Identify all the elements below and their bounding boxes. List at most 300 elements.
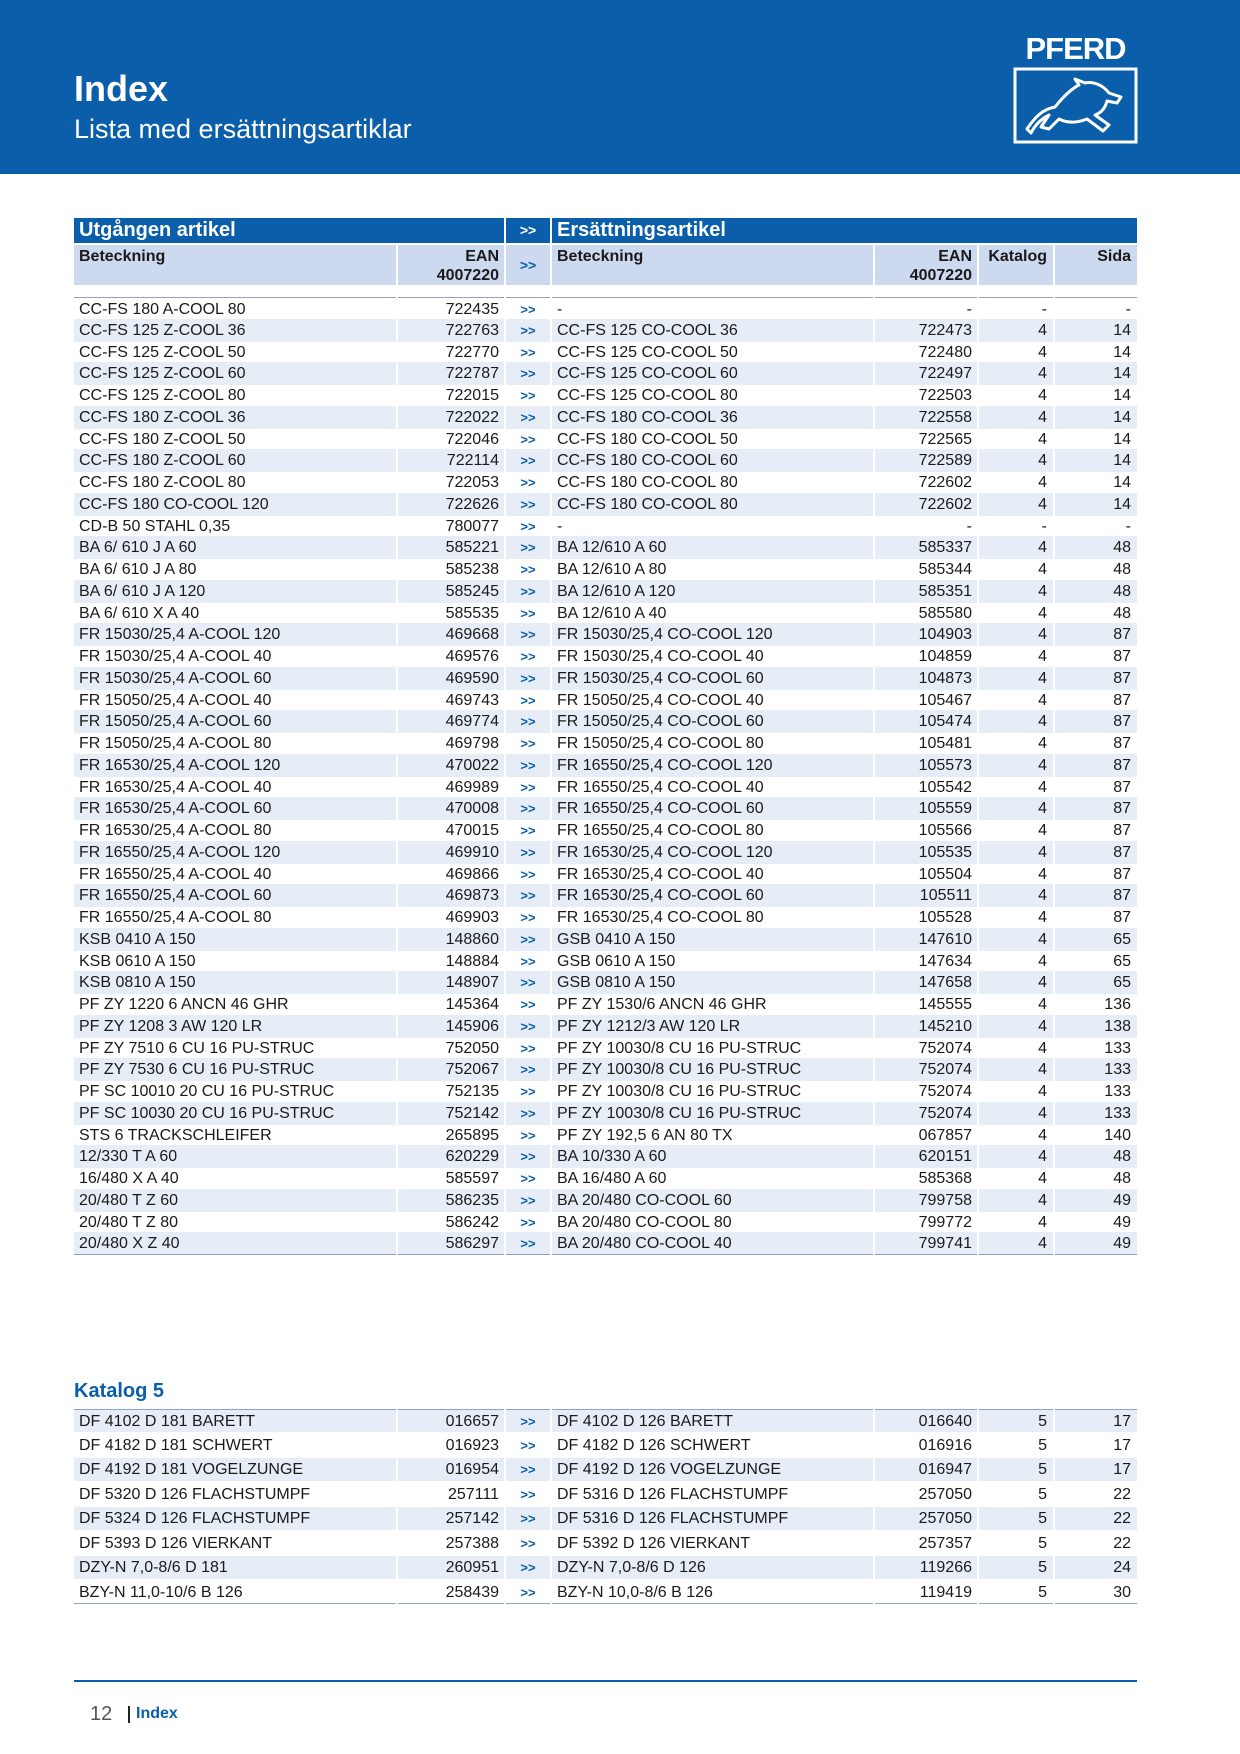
cell-catalog: - [979, 297, 1053, 320]
cell-new-ean: 119266 [875, 1556, 977, 1579]
table-row [74, 776, 1137, 799]
cell-arrow: >> [506, 297, 550, 320]
cell-new-ean: 105467 [918, 691, 972, 709]
cell-arrow: >> [520, 1127, 536, 1143]
cell-old-designation: DF 4192 D 181 VOGELZUNGE [74, 1458, 396, 1481]
cell-old-ean: 257388 [445, 1534, 499, 1552]
cell-page: 48 [1113, 561, 1131, 578]
cell-new-designation: PF ZY 10030/8 CU 16 PU-STRUC [552, 1058, 873, 1081]
table-row [74, 362, 1137, 385]
cell-old-ean: 470015 [445, 822, 499, 839]
table-row [74, 884, 1137, 907]
cell-arrow: >> [506, 580, 550, 603]
cell-new-designation: BA 20/480 CO-COOL 40 [552, 1232, 873, 1255]
page-subtitle: Lista med ersättningsartiklar [74, 114, 412, 144]
cell-page: 87 [1113, 865, 1131, 883]
cell-new-designation: BA 20/480 CO-COOL 80 [557, 1213, 732, 1231]
cell-arrow: >> [506, 406, 550, 429]
cell-new-ean: 752074 [918, 1039, 972, 1057]
cell-arrow: >> [520, 736, 536, 751]
table-row [74, 1409, 1137, 1432]
cell-catalog: 4 [979, 623, 1053, 646]
cell-arrow: >> [520, 997, 536, 1012]
cell-new-ean: 585368 [918, 1170, 972, 1187]
cell-old-designation: FR 15030/25,4 A-COOL 60 [74, 667, 396, 690]
cell-old-designation: FR 15030/25,4 A-COOL 40 [79, 648, 272, 665]
cell-old-ean: 257111 [447, 1485, 499, 1503]
cell-new-ean: 105559 [875, 797, 977, 820]
cell-old-ean: 722770 [445, 343, 499, 361]
cell-arrow: >> [520, 823, 536, 838]
cell-arrow: >> [506, 1189, 550, 1212]
cell-catalog: 4 [979, 1102, 1053, 1125]
cell-new-ean: 105511 [875, 884, 977, 907]
cell-catalog: 4 [1038, 343, 1047, 361]
cell-catalog: 4 [979, 406, 1053, 429]
cell-new-designation: CC-FS 180 CO-COOL 36 [552, 406, 873, 429]
cell-page: 22 [1113, 1485, 1131, 1503]
cell-catalog: 4 [979, 667, 1053, 690]
cell-new-designation: FR 16530/25,4 CO-COOL 60 [552, 884, 873, 907]
cell-new-designation: CC-FS 180 CO-COOL 60 [552, 449, 873, 472]
cell-new-designation: FR 15030/25,4 CO-COOL 120 [552, 623, 873, 646]
cell-old-designation: 20/480 T Z 80 [79, 1213, 179, 1231]
cell-old-designation: PF ZY 1208 3 AW 120 LR [74, 1015, 396, 1038]
cell-page: 133 [1104, 1039, 1131, 1057]
table-row [74, 1145, 1137, 1168]
cell-new-ean: 799772 [918, 1213, 972, 1231]
cell-old-ean: 722053 [445, 474, 499, 491]
cell-page: 87 [1055, 710, 1137, 733]
cell-catalog: 4 [1038, 691, 1047, 709]
cell-new-designation: DZY-N 7,0-8/6 D 126 [552, 1556, 873, 1579]
cell-new-ean: 585351 [875, 580, 977, 603]
cell-new-designation: - [557, 517, 563, 535]
cell-new-designation: BA 12/610 A 40 [557, 604, 667, 622]
cell-page: 49 [1055, 1232, 1137, 1255]
cell-arrow: >> [506, 319, 550, 342]
cell-new-ean: 257050 [918, 1485, 972, 1503]
cell-new-ean: 104859 [918, 648, 972, 665]
cell-old-designation: FR 16530/25,4 A-COOL 40 [79, 778, 272, 796]
cell-old-designation: FR 15030/25,4 A-COOL 120 [74, 623, 396, 646]
table-group-header [74, 218, 1137, 243]
cell-new-designation: FR 16550/25,4 CO-COOL 120 [552, 754, 873, 777]
cell-arrow: >> [520, 1437, 536, 1453]
cell-new-ean: 722480 [918, 343, 972, 361]
cell-arrow: >> [506, 710, 550, 733]
cell-arrow: >> [506, 1058, 550, 1081]
cell-catalog: 5 [979, 1507, 1053, 1530]
cell-arrow: >> [506, 1015, 550, 1038]
cell-old-ean: 722046 [445, 430, 499, 448]
cell-catalog: 4 [1038, 735, 1047, 752]
cell-new-designation: GSB 0410 A 150 [552, 928, 873, 951]
page-header [0, 0, 1240, 174]
table-row [74, 797, 1137, 820]
horse-logo-icon [1013, 67, 1138, 144]
cell-arrow: >> [506, 1581, 550, 1604]
cell-new-designation: BA 12/610 A 80 [557, 561, 667, 578]
cell-new-designation: PF ZY 10030/8 CU 16 PU-STRUC [557, 1083, 802, 1100]
cell-arrow: >> [520, 866, 536, 882]
cell-new-ean: 147610 [875, 928, 977, 951]
col-catalog: Katalog [979, 245, 1053, 285]
cell-old-ean: 780077 [445, 517, 499, 535]
cell-old-designation: BA 6/ 610 J A 120 [74, 580, 396, 603]
cell-catalog: 5 [1038, 1485, 1047, 1503]
cell-old-ean: 148907 [398, 971, 504, 994]
cell-old-ean: 469798 [445, 735, 499, 752]
cell-old-designation: FR 15050/25,4 A-COOL 80 [79, 735, 272, 752]
footer-label: Index [136, 1705, 178, 1722]
cell-page: 48 [1055, 580, 1137, 603]
cell-old-designation: CC-FS 180 A-COOL 80 [74, 297, 396, 320]
cell-old-designation: 20/480 T Z 60 [74, 1189, 396, 1212]
cell-arrow: >> [520, 518, 536, 534]
cell-new-designation: FR 15050/25,4 CO-COOL 60 [552, 710, 873, 733]
cell-catalog: 4 [979, 971, 1053, 994]
cell-arrow: >> [506, 928, 550, 951]
table-row [74, 863, 1137, 886]
cell-new-designation: FR 15030/25,4 CO-COOL 40 [557, 648, 764, 665]
cell-new-designation: BA 12/610 A 120 [552, 580, 873, 603]
cell-page: 14 [1113, 343, 1131, 361]
cell-page: 140 [1104, 1126, 1131, 1144]
cell-page: 14 [1055, 449, 1137, 472]
cell-old-ean: 469743 [445, 691, 499, 709]
cell-old-designation: STS 6 TRACKSCHLEIFER [79, 1126, 272, 1144]
cell-new-ean: 016947 [875, 1458, 977, 1481]
cell-arrow: >> [520, 779, 536, 795]
cell-new-ean: 752074 [875, 1102, 977, 1125]
table-row [74, 993, 1137, 1016]
cell-old-ean: 469989 [445, 778, 499, 796]
table-row [74, 841, 1137, 864]
cell-new-ean: - [966, 517, 972, 535]
cell-new-designation: CC-FS 125 CO-COOL 36 [552, 319, 873, 342]
cell-new-designation: PF ZY 1530/6 ANCN 46 GHR [557, 996, 767, 1013]
cell-new-designation: DF 5316 D 126 FLACHSTUMPF [557, 1485, 789, 1503]
cell-old-ean: 145364 [445, 996, 499, 1013]
cell-page: 87 [1113, 691, 1131, 709]
cell-catalog: - [1041, 517, 1047, 535]
cell-old-designation: DF 4182 D 181 SCHWERT [79, 1436, 273, 1454]
cell-old-designation: DF 5320 D 126 FLACHSTUMPF [79, 1485, 311, 1503]
cell-new-designation: DF 4192 D 126 VOGELZUNGE [552, 1458, 873, 1481]
cell-page: 65 [1055, 971, 1137, 994]
table-row [74, 319, 1137, 342]
cell-page: 22 [1113, 1534, 1131, 1552]
table-row [74, 449, 1137, 472]
cell-page: 49 [1113, 1213, 1131, 1231]
table-column-header [74, 245, 1137, 285]
cell-new-designation: FR 16530/25,4 CO-COOL 120 [552, 841, 873, 864]
cell-new-ean: 105528 [918, 909, 972, 926]
cell-page: 87 [1055, 754, 1137, 777]
table-row [74, 558, 1137, 581]
col-designation-old: Beteckning [74, 245, 396, 285]
cell-old-ean: 469590 [398, 667, 504, 690]
cell-new-ean: - [875, 297, 977, 320]
cell-old-designation: DF 5324 D 126 FLACHSTUMPF [74, 1507, 396, 1530]
cell-old-designation: BZY-N 11,0-10/6 B 126 [74, 1581, 396, 1604]
table-row [74, 297, 1137, 320]
cell-old-ean: 585221 [398, 536, 504, 559]
cell-catalog: 4 [979, 580, 1053, 603]
cell-arrow: >> [520, 1214, 536, 1230]
cell-old-ean: 016923 [445, 1436, 499, 1454]
table-row [74, 536, 1137, 559]
table-row [74, 515, 1137, 538]
cell-page: 87 [1113, 909, 1131, 926]
cell-new-ean: 620151 [875, 1145, 977, 1168]
table-row [74, 493, 1137, 516]
cell-old-designation: FR 16530/25,4 A-COOL 120 [74, 754, 396, 777]
cell-new-ean: 752074 [875, 1058, 977, 1081]
cell-catalog: 4 [1038, 648, 1047, 665]
table-row [74, 754, 1137, 777]
cell-new-designation: PF ZY 192,5 6 AN 80 TX [557, 1126, 733, 1144]
cell-new-ean: 722503 [918, 387, 972, 404]
cell-page: - [1125, 517, 1131, 535]
cell-old-ean: 585535 [445, 604, 499, 622]
cell-page: 14 [1055, 406, 1137, 429]
cell-catalog: 4 [979, 884, 1053, 907]
cell-old-ean: 722787 [398, 362, 504, 385]
cell-new-ean: 067857 [918, 1126, 972, 1144]
cell-page: 136 [1104, 996, 1131, 1013]
cell-old-ean: 257142 [398, 1507, 504, 1530]
col-page: Sida [1055, 245, 1137, 285]
new-article-header: Ersättningsartikel [552, 218, 1137, 243]
cell-new-ean: 257050 [875, 1507, 977, 1530]
table-row [74, 341, 1137, 364]
cell-catalog: 4 [1038, 909, 1047, 926]
table-row [74, 971, 1137, 994]
cell-old-ean: 469668 [398, 623, 504, 646]
cell-new-designation: DF 5392 D 126 VIERKANT [557, 1534, 750, 1552]
cell-catalog: 4 [979, 928, 1053, 951]
cell-new-ean: 585344 [918, 561, 972, 578]
table-row [74, 667, 1137, 690]
cell-new-designation: FR 16550/25,4 CO-COOL 60 [552, 797, 873, 820]
cell-page: 138 [1055, 1015, 1137, 1038]
cell-arrow: >> [506, 536, 550, 559]
cell-old-designation: CC-FS 180 Z-COOL 80 [79, 474, 246, 491]
cell-arrow: >> [520, 1040, 536, 1056]
cell-new-ean: 585580 [918, 604, 972, 622]
cell-new-ean: 799741 [875, 1232, 977, 1255]
cell-old-designation: FR 15050/25,4 A-COOL 60 [74, 710, 396, 733]
cell-page: 87 [1055, 797, 1137, 820]
cell-new-ean: 722497 [875, 362, 977, 385]
cell-arrow: >> [520, 649, 536, 664]
cell-page: 65 [1113, 952, 1131, 970]
cell-new-ean: 147658 [875, 971, 977, 994]
table-row [74, 1124, 1137, 1147]
cell-new-designation: DF 4182 D 126 SCHWERT [557, 1436, 751, 1454]
cell-old-ean: 265895 [445, 1126, 499, 1144]
cell-catalog: 4 [1038, 1083, 1047, 1100]
cell-catalog: 4 [1038, 822, 1047, 839]
cell-old-designation: PF ZY 1220 6 ANCN 46 GHR [79, 996, 289, 1013]
cell-old-designation: FR 15050/25,4 A-COOL 40 [79, 691, 272, 709]
cell-old-ean: 016954 [398, 1458, 504, 1481]
cell-catalog: 4 [1038, 1213, 1047, 1231]
cell-arrow: >> [520, 431, 536, 447]
cell-catalog: 5 [1038, 1534, 1047, 1552]
cell-old-ean: 752142 [398, 1102, 504, 1125]
cell-old-designation: FR 16550/25,4 A-COOL 80 [79, 909, 272, 926]
table-row [74, 623, 1137, 646]
cell-catalog: 4 [1038, 604, 1047, 622]
cell-catalog: 4 [979, 449, 1053, 472]
cell-catalog: 4 [1038, 387, 1047, 404]
cell-page: 48 [1113, 604, 1131, 622]
cell-arrow: >> [506, 971, 550, 994]
table-row [74, 906, 1137, 929]
cell-arrow: >> [506, 797, 550, 820]
cell-new-designation: BA 10/330 A 60 [552, 1145, 873, 1168]
table-row [74, 1211, 1137, 1234]
table-row [74, 1232, 1137, 1255]
cell-catalog: 4 [1038, 952, 1047, 970]
cell-old-designation: CC-FS 125 Z-COOL 80 [79, 387, 246, 404]
cell-page: 133 [1104, 1083, 1131, 1100]
cell-old-ean: 469774 [398, 710, 504, 733]
section-title-katalog-5: Katalog 5 [74, 1380, 165, 1402]
cell-catalog: 4 [1038, 996, 1047, 1013]
table-row [74, 1507, 1137, 1530]
cell-arrow: >> [506, 667, 550, 690]
table-row [74, 950, 1137, 973]
cell-new-designation: CC-FS 125 CO-COOL 60 [552, 362, 873, 385]
cell-page: 48 [1055, 536, 1137, 559]
cell-catalog: 5 [979, 1581, 1053, 1604]
old-article-header: Utgången artikel [74, 218, 504, 243]
cell-page: 133 [1055, 1102, 1137, 1125]
cell-old-designation: CC-FS 180 Z-COOL 36 [74, 406, 396, 429]
cell-page: 87 [1113, 822, 1131, 839]
cell-old-ean: 586297 [398, 1232, 504, 1255]
table-row [74, 1532, 1137, 1555]
cell-catalog: 4 [979, 841, 1053, 864]
cell-catalog: 4 [979, 797, 1053, 820]
cell-new-ean: 147634 [918, 952, 972, 970]
cell-old-ean: 469910 [398, 841, 504, 864]
cell-old-designation: CC-FS 180 Z-COOL 60 [74, 449, 396, 472]
cell-page: 87 [1113, 735, 1131, 752]
cell-old-ean: 469866 [445, 865, 499, 883]
table-row [74, 1556, 1137, 1579]
cell-new-ean: 104873 [875, 667, 977, 690]
cell-new-designation: CC-FS 180 CO-COOL 80 [552, 493, 873, 516]
cell-page: 65 [1055, 928, 1137, 951]
table-row [74, 689, 1137, 712]
logo-text: PFERD [1025, 31, 1126, 66]
table-row [74, 580, 1137, 603]
cell-old-ean: 585245 [398, 580, 504, 603]
cell-catalog: 4 [1038, 1039, 1047, 1057]
table-row [74, 406, 1137, 429]
cell-page: 87 [1055, 841, 1137, 864]
table-row [74, 1483, 1137, 1506]
cell-catalog: 4 [1038, 865, 1047, 883]
cell-new-ean: 105573 [875, 754, 977, 777]
cell-old-designation: PF SC 10030 20 CU 16 PU-STRUC [74, 1102, 396, 1125]
table-row [74, 1080, 1137, 1103]
cell-page: 14 [1113, 474, 1131, 491]
cell-new-ean: 105481 [918, 735, 972, 752]
cell-catalog: 4 [979, 536, 1053, 559]
cell-new-ean: 585337 [875, 536, 977, 559]
cell-old-designation: CC-FS 180 CO-COOL 120 [74, 493, 396, 516]
table-row [74, 732, 1137, 755]
cell-new-designation: CC-FS 180 CO-COOL 80 [557, 474, 738, 491]
page-title: Index [74, 68, 169, 109]
cell-old-ean: 722114 [398, 449, 504, 472]
cell-arrow: >> [506, 1507, 550, 1530]
cell-new-designation: FR 15050/25,4 CO-COOL 40 [557, 691, 764, 709]
cell-old-ean: 752135 [445, 1083, 499, 1100]
cell-new-designation: BA 16/480 A 60 [557, 1170, 667, 1187]
cell-old-designation: FR 16550/25,4 A-COOL 60 [74, 884, 396, 907]
table-row [74, 1458, 1137, 1481]
cell-page: 49 [1055, 1189, 1137, 1212]
cell-new-ean: 104903 [875, 623, 977, 646]
cell-arrow: >> [520, 475, 536, 490]
cell-old-ean: 469873 [398, 884, 504, 907]
cell-old-designation: DZY-N 7,0-8/6 D 181 [74, 1556, 396, 1579]
cell-new-designation: BZY-N 10,0-8/6 B 126 [552, 1581, 873, 1604]
cell-catalog: 4 [979, 1058, 1053, 1081]
cell-new-designation: FR 16530/25,4 CO-COOL 80 [557, 909, 764, 926]
cell-arrow: >> [506, 754, 550, 777]
table-row [74, 602, 1137, 625]
cell-new-designation: FR 15050/25,4 CO-COOL 80 [557, 735, 764, 752]
cell-old-designation: DF 4102 D 181 BARETT [74, 1409, 396, 1432]
cell-old-ean: 722435 [398, 297, 504, 320]
cell-catalog: 5 [979, 1409, 1053, 1432]
cell-arrow: >> [506, 362, 550, 385]
cell-arrow: >> [520, 388, 536, 403]
cell-old-ean: 148860 [398, 928, 504, 951]
cell-catalog: 4 [979, 1015, 1053, 1038]
cell-arrow: >> [506, 1102, 550, 1125]
cell-new-ean: 722602 [918, 474, 972, 491]
cell-new-designation: GSB 0810 A 150 [552, 971, 873, 994]
cell-new-ean: 105504 [918, 865, 972, 883]
cell-old-ean: 469903 [445, 909, 499, 926]
cell-page: 14 [1055, 493, 1137, 516]
cell-new-designation: FR 16550/25,4 CO-COOL 80 [557, 822, 764, 839]
cell-new-designation: DF 5316 D 126 FLACHSTUMPF [552, 1507, 873, 1530]
cell-catalog: 5 [979, 1458, 1053, 1481]
cell-old-designation: FR 16530/25,4 A-COOL 80 [79, 822, 272, 839]
cell-new-ean: 752074 [918, 1083, 972, 1100]
cell-new-designation: FR 16550/25,4 CO-COOL 40 [557, 778, 764, 796]
cell-page: 48 [1113, 1170, 1131, 1187]
cell-page: 17 [1055, 1458, 1137, 1481]
cell-old-designation: CC-FS 125 Z-COOL 60 [74, 362, 396, 385]
cell-arrow: >> [506, 493, 550, 516]
cell-old-designation: KSB 0410 A 150 [74, 928, 396, 951]
cell-old-designation: FR 16550/25,4 A-COOL 40 [79, 865, 272, 883]
cell-old-designation: 20/480 X Z 40 [74, 1232, 396, 1255]
cell-new-designation: GSB 0610 A 150 [557, 952, 676, 970]
cell-page: 133 [1055, 1058, 1137, 1081]
